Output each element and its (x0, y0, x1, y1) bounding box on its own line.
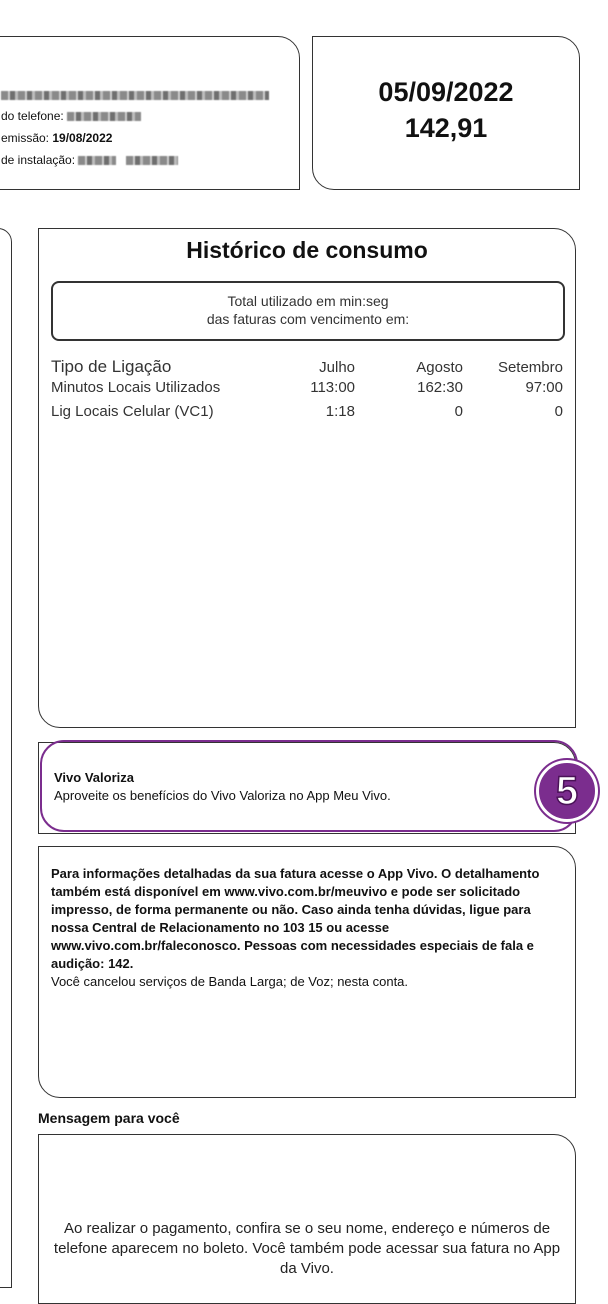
history-subtitle-2: das faturas com vencimento em: (206, 311, 410, 327)
due-amount: 142,91 (404, 113, 488, 143)
emission-date: 19/08/2022 (52, 131, 113, 145)
history-box (38, 228, 576, 728)
history-title: Histórico de consumo (186, 237, 428, 263)
emission-label: emissão: (1, 131, 50, 145)
info-normal-text: Você cancelou serviços de Banda Larga; de Voz; nesta conta. (51, 974, 409, 989)
info-box (38, 846, 576, 1098)
step-badge (536, 760, 598, 822)
emission-line (1, 131, 112, 145)
row-value: 113:00 (310, 379, 355, 396)
col-september: Setembro (497, 359, 563, 376)
phone-label: do telefone: (1, 109, 64, 123)
message-heading: Mensagem para você (38, 1110, 180, 1126)
info-bold-text: Para informações detalhadas da sua fatura acesse o App Vivo. O detalhamento também está disponível em www.vivo.com.br/meuvivo e pode ser solicitado impresso, de forma permanente ou não. Caso ainda tenha dúvidas, ligue para nossa Central de Relacionamento no 103 15 ou acesse www.vivo.com.br/faleconosco. Pessoas com necessidades especiais de fala e audição: 142. (51, 866, 540, 971)
install-label: de instalação: (1, 153, 76, 167)
valoriza-highlight (40, 740, 578, 832)
message-text: Ao realizar o pagamento, confira se o seu nome, endereço e números de telefone aparecem no boleto. Você também pode acessar sua fatura no App da Vivo. (53, 1220, 561, 1277)
valoriza-title: Vivo Valoriza (54, 770, 134, 785)
customer-info-box (0, 36, 300, 190)
row-value: 162:30 (417, 379, 463, 396)
row-label: Lig Locais Celular (VC1) (51, 403, 214, 420)
row-value: 0 (554, 403, 563, 420)
table-row (51, 379, 563, 401)
history-subtitle-1: Total utilizado em min:seg (227, 293, 389, 309)
row-label: Minutos Locais Utilizados (51, 379, 221, 396)
history-header-row (51, 357, 563, 379)
col-august: Agosto (416, 359, 463, 376)
row-value: 0 (454, 403, 463, 420)
customer-name-blurred (1, 87, 269, 105)
due-date: 05/09/2022 (378, 77, 514, 107)
valoriza-text: Aproveite os benefícios do Vivo Valoriza no App Meu Vivo. (54, 788, 391, 803)
info-text-block (51, 865, 545, 991)
install-line (1, 153, 178, 167)
col-july: Julho (319, 359, 355, 376)
phone-line (1, 109, 141, 123)
col-type: Tipo de Ligação (51, 357, 172, 376)
history-subtitle-box (51, 281, 565, 341)
step-badge-number: 5 (555, 769, 579, 813)
left-partial-box (0, 228, 12, 1288)
row-value: 97:00 (525, 379, 563, 396)
table-row (51, 403, 563, 425)
message-box (38, 1134, 576, 1304)
row-value: 1:18 (325, 403, 355, 420)
due-box (312, 36, 580, 190)
